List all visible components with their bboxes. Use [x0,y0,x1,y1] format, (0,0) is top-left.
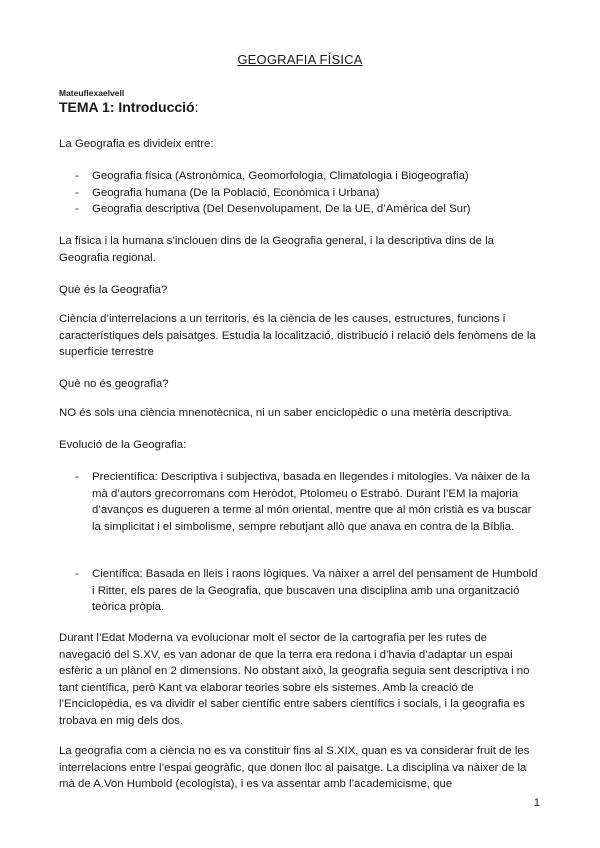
intro-paragraph: La Geografia es divideix entre: [59,138,214,150]
list-item: - Geografia humana (De la Població, Econòmica i Urbana) [75,186,380,199]
question-what-is: Què és la Geografia? [59,284,168,296]
answer-what-is: Ciència d’interrelacions a un territoris, és la ciència de les causes, estructures, funcions i característiques dels paisatges. Estudia la localització, distribució i relació dels fenòmens de la superfície terrestre [59,313,536,358]
evolution-list [59,469,541,535]
list-item: - Precientífica: Descriptiva i subjectiva, basada en llegendes i mitologies. Va nàixer de la mà d’autors grecorromans com Heròdot, Ptolomeu o Estrabó. Durant l’EM la majoria d’avanços es dugueren a terme al món oriental, mentre que al món cristià es va buscar la simplicitat i el simbolisme, sempre rebutjant allò que anava en contra de la Bíblia. [75,471,532,533]
question-what-is-not: Què no és geografia? [59,378,169,390]
section-heading-colon: : [194,99,199,115]
modern-age-paragraph: Durant l’Edat Moderna va evolucionar molt el sector de la cartografia per les rutes de navegació del S.XV, es van adonar de que la terra era redona i d’havia d’adaptar un espai esfèric a un plànol en 2 dimensions. No obstant això, la geografia seguia sent descriptiva i no tant científica, però Kant va elaborar teories sobre els sistemes. Amb la creació de l’Enciclopèdia, es va dividir el saber científic entre sabers científics i socials, i la geografia es trobava en mig dels dos. [59,632,530,727]
page-number: 1 [533,797,540,809]
list-item: - Geografia física (Astronòmica, Geomorfologia, Climatologia i Biogeografia) [75,170,469,182]
evolution-title: Evolució de la Geografia: [59,439,187,451]
document-title: GEOGRAFIA FÍSICA [237,52,363,67]
science-paragraph: La geografia com a ciència no es va constituir fins al S.XIX, quan es va considerar fruit de les interrelacions entre l’espai geogràfic, que donen lloc al paisatge. La disciplina va nàixer de la mà de A.Von Humbold (ecologista), i es va assentar amb l’academicisme, que [59,745,530,790]
author-name: Mateuflexaelvell [59,88,125,98]
list-item: - Científica: Basada en lleis i raons lògiques. Va nàixer a arrel del pensament de Humbold i Ritter, els pares de la Geografia, que buscaven una disciplina amb una organització teòrica pròpia. [75,568,538,613]
list-item: - Geografia descriptiva (Del Desenvolupament, De la UE, d’Amèrica del Sur) [75,203,471,215]
branches-list [59,168,541,218]
evolution-list-2 [59,566,541,616]
answer-what-is-not: NO és sols una ciència mnenotècnica, ni un saber enciclopèdic o una metèria descriptiva. [59,407,512,419]
section-heading [59,99,198,115]
section-heading-text: TEMA 1: Introducció [59,99,195,115]
general-regional-paragraph: La física i la humana s’inclouen dins de la Geografia general, i la descriptiva dins de la Geografia regional. [59,235,494,264]
